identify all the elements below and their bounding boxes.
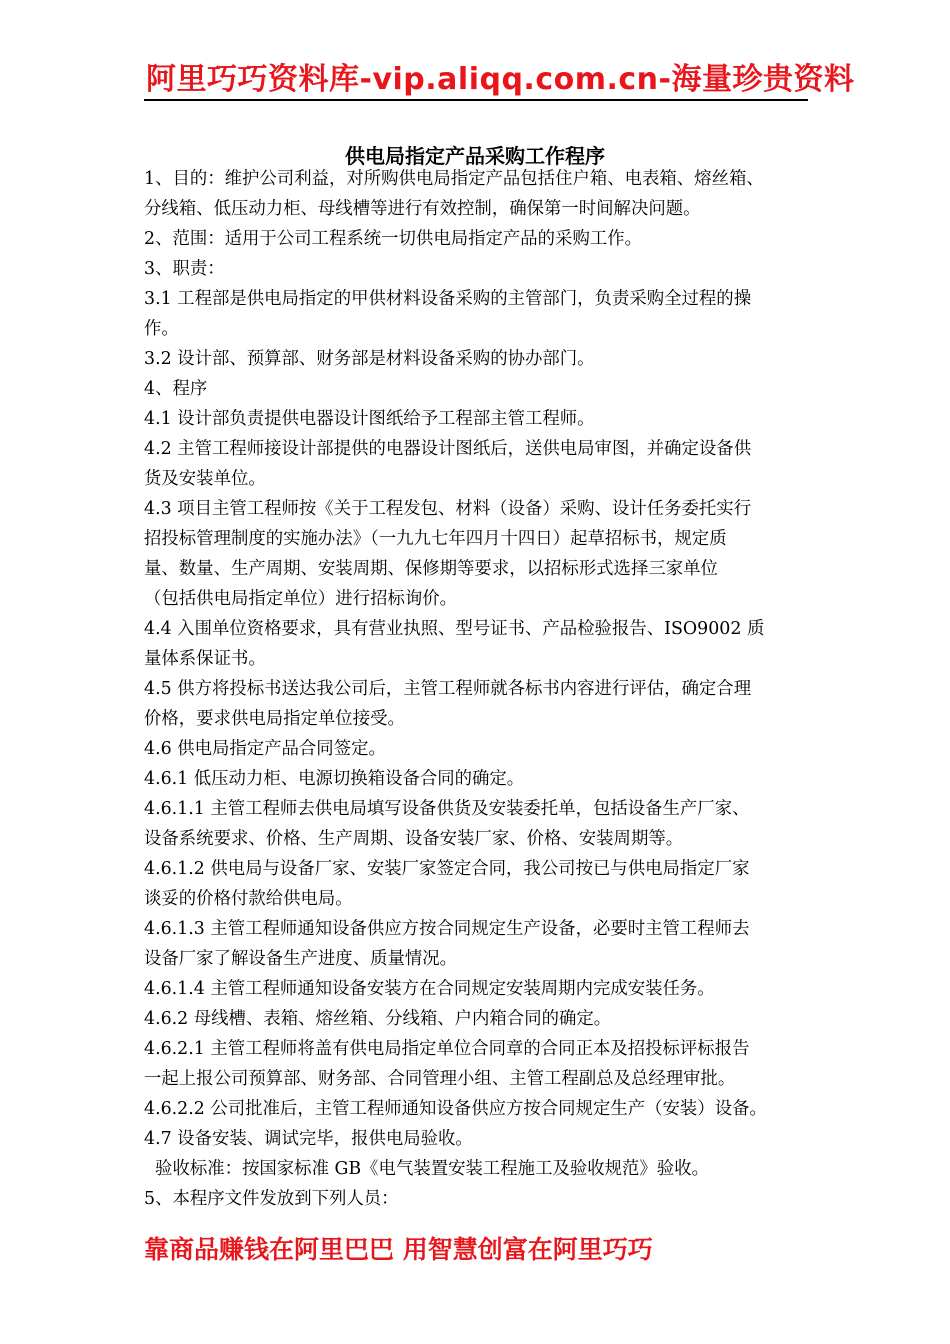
- body-line: 4.6.1.3 主管工程师通知设备供应方按合同规定生产设备，必要时主管工程师去: [144, 919, 750, 939]
- body-line: 3.1 工程部是供电局指定的甲供材料设备采购的主管部门，负责采购全过程的操: [144, 289, 752, 309]
- body-line: 4.7 设备安装、调试完毕，报供电局验收。: [144, 1129, 473, 1149]
- body-line: 招投标管理制度的实施办法》（一九九七年四月十四日）起草招标书，规定质: [144, 529, 727, 549]
- body-line: 4、程序: [144, 379, 208, 399]
- body-line: 4.6.2 母线槽、表箱、熔丝箱、分线箱、户内箱合同的确定。: [144, 1009, 612, 1029]
- body-line: 4.6.1.1 主管工程师去供电局填写设备供货及安装委托单，包括设备生产厂家、: [144, 799, 750, 819]
- body-line: 4.6.2.2 公司批准后，主管工程师通知设备供应方按合同规定生产（安装）设备。: [144, 1099, 767, 1119]
- body-line: 4.6.1.2 供电局与设备厂家、安装厂家签定合同，我公司按已与供电局指定厂家: [144, 859, 750, 879]
- body-line: 4.5 供方将投标书送达我公司后，主管工程师就各标书内容进行评估，确定合理: [144, 679, 752, 699]
- body-line: 4.3 项目主管工程师按《关于工程发包、材料（设备）采购、设计任务委托实行: [144, 499, 752, 519]
- body-line: 4.2 主管工程师接设计部提供的电器设计图纸后，送供电局审图，并确定设备供: [144, 439, 752, 459]
- body-line: 3.2 设计部、预算部、财务部是材料设备采购的协办部门。: [144, 349, 595, 369]
- body-line: 谈妥的价格付款给供电局。: [144, 889, 353, 909]
- body-line: 价格，要求供电局指定单位接受。: [144, 709, 405, 729]
- body-line: 4.6.2.1 主管工程师将盖有供电局指定单位合同章的合同正本及招投标评标报告: [144, 1039, 750, 1059]
- body-line: 4.4 入围单位资格要求，具有营业执照、型号证书、产品检验报告、ISO9002 质: [144, 619, 765, 639]
- body-line: 2、范围：适用于公司工程系统一切供电局指定产品的采购工作。: [144, 229, 643, 249]
- body-line: 1、目的：维护公司利益，对所购供电局指定产品包括住户箱、电表箱、熔丝箱、: [144, 169, 764, 189]
- body-line: 设备厂家了解设备生产进度、质量情况。: [144, 949, 458, 969]
- document-body: [144, 164, 814, 1214]
- body-line: 4.6.1.4 主管工程师通知设备安装方在合同规定安装周期内完成安装任务。: [144, 979, 715, 999]
- body-line: 4.6 供电局指定产品合同签定。: [144, 739, 386, 759]
- body-line: 货及安装单位。: [144, 469, 266, 489]
- header-divider: [144, 99, 808, 101]
- body-line: 4.1 设计部负责提供电器设计图纸给予工程部主管工程师。: [144, 409, 595, 429]
- header-banner: 阿里巧巧资料库-vip.aliqq.com.cn-海量珍贵资料: [146, 62, 855, 97]
- body-line: 分线箱、低压动力柜、母线槽等进行有效控制，确保第一时间解决问题。: [144, 199, 701, 219]
- body-line: （包括供电局指定单位）进行招标询价。: [144, 589, 458, 609]
- body-line: 量体系保证书。: [144, 649, 266, 669]
- body-line: 4.6.1 低压动力柜、电源切换箱设备合同的确定。: [144, 769, 525, 789]
- body-line: 验收标准：按国家标准 GB《电气装置安装工程施工及验收规范》验收。: [144, 1159, 709, 1179]
- body-line: 设备系统要求、价格、生产周期、设备安装厂家、价格、安装周期等。: [144, 829, 684, 849]
- body-line: 作。: [144, 319, 179, 339]
- footer-banner: 靠商品赚钱在阿里巴巴 用智慧创富在阿里巧巧: [144, 1235, 653, 1264]
- body-line: 量、数量、生产周期、安装周期、保修期等要求，以招标形式选择三家单位: [144, 559, 718, 579]
- body-line: 一起上报公司预算部、财务部、合同管理小组、主管工程副总及总经理审批。: [144, 1069, 736, 1089]
- document-title: 供电局指定产品采购工作程序: [345, 144, 605, 168]
- body-line: 5、本程序文件发放到下列人员：: [144, 1189, 399, 1209]
- body-line: 3、职责：: [144, 259, 225, 279]
